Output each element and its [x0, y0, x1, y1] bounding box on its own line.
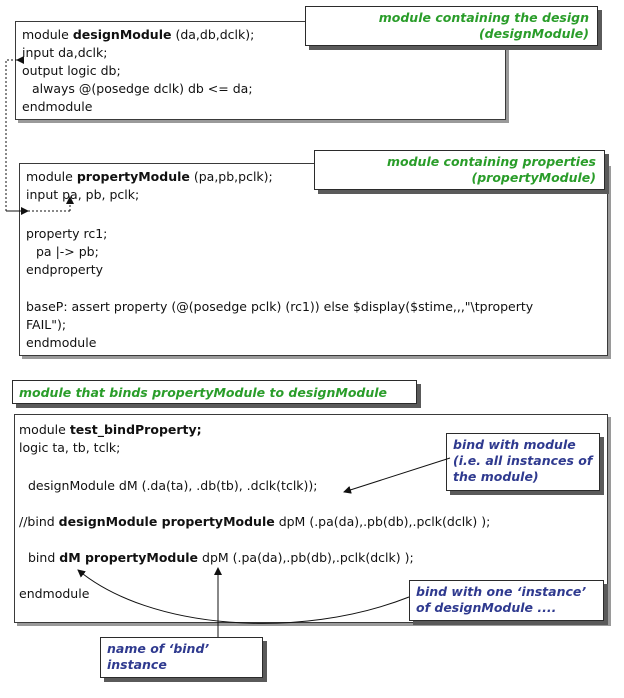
bind-with-instance-note: bind with one ‘instance’ of designModule ....	[409, 580, 604, 621]
arrow-bind-with-instance	[78, 570, 409, 623]
property-line-3: property rc1;	[26, 226, 108, 241]
bind-line-3: designModule dM (.da(ta), .db(tb), .dclk(tclk));	[28, 478, 318, 493]
design-module-callout: module containing the design (designModule)	[305, 6, 598, 46]
bind-line-5: bind dM propertyModule dpM (.pa(da),.pb(db),.pclk(dclk) );	[28, 550, 414, 565]
property-line-5: endproperty	[26, 262, 104, 277]
design-line-1: module designModule (da,db,dclk);	[22, 27, 255, 42]
property-line-8: endmodule	[26, 335, 97, 350]
design-line-5: endmodule	[22, 99, 93, 114]
property-line-6: baseP: assert property (@(posedge pclk) (rc1)) else $display($stime,,,"\tproperty	[26, 299, 534, 314]
bind-module-callout: module that binds propertyModule to designModule	[12, 380, 417, 404]
bind-line-2: logic ta, tb, tclk;	[19, 440, 121, 455]
arrow-bind-with-module	[344, 458, 450, 492]
bind-line-1: module test_bindProperty;	[19, 422, 202, 437]
property-module-callout: module containing properties (propertyModule)	[314, 150, 605, 190]
bind-line-6: endmodule	[19, 586, 90, 601]
property-line-7: FAIL");	[26, 317, 67, 332]
property-line-1: module propertyModule (pa,pb,pclk);	[26, 169, 273, 184]
design-line-3: output logic db;	[22, 63, 121, 78]
design-line-4: always @(posedge dclk) db <= da;	[32, 81, 253, 96]
bind-line-4: //bind designModule propertyModule dpM (.pa(da),.pb(db),.pclk(dclk) );	[19, 514, 491, 529]
bind-with-module-note: bind with module (i.e. all instances of the module)	[446, 433, 600, 491]
property-line-2: input pa, pb, pclk;	[26, 187, 140, 202]
bind-instance-name-note: name of ‘bind’ instance	[100, 637, 263, 678]
dotted-connector-left	[6, 60, 70, 211]
property-line-4: pa |-> pb;	[36, 244, 99, 259]
design-line-2: input da,dclk;	[22, 45, 108, 60]
